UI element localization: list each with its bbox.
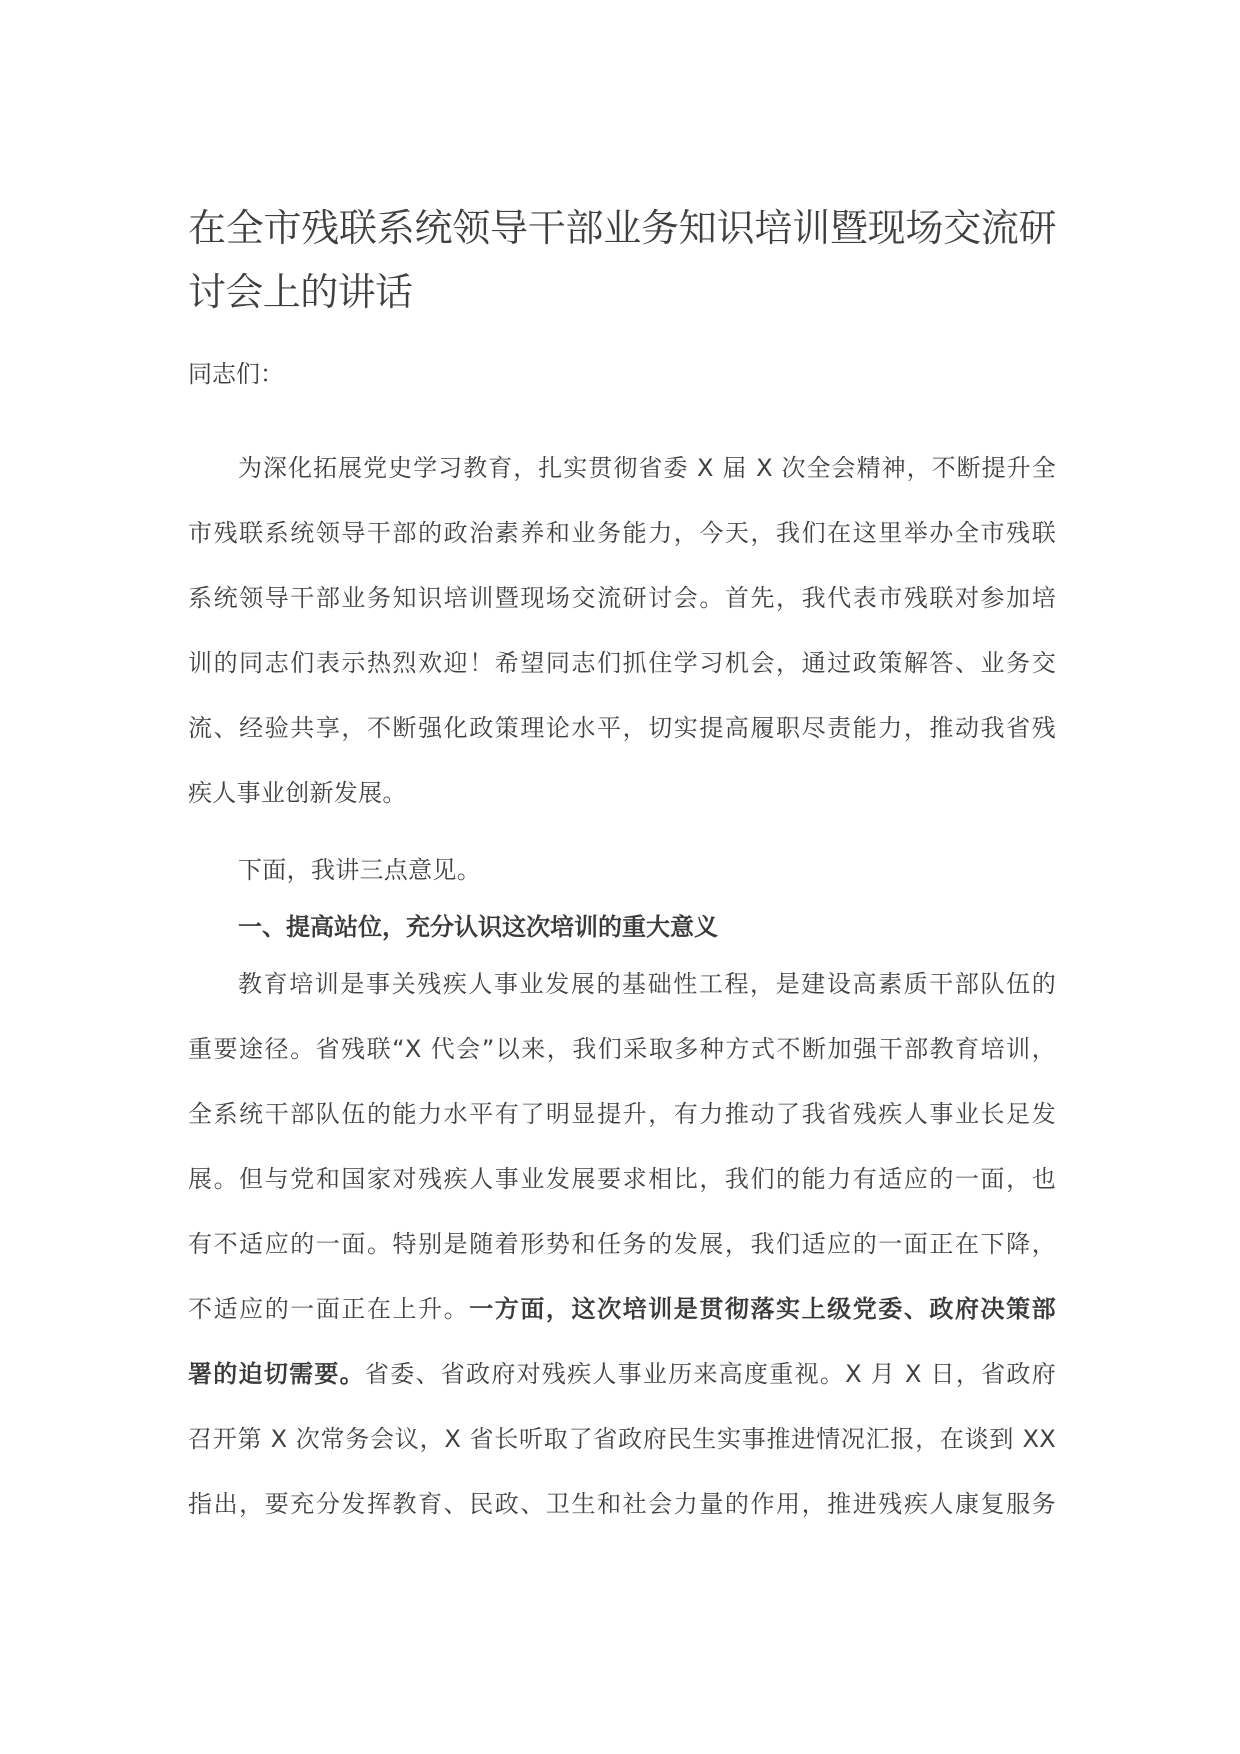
intro-line-2: 市残联系统领导干部的政治素养和业务能力，今天，我们在这里举办全市残联 [188, 519, 1056, 547]
title-line-1: 在全市残联系统领导干部业务知识培训暨现场交流研 [188, 206, 1056, 250]
intro-line-5: 流、经验共享，不断强化政策理论水平，切实提高履职尽责能力，推动我省残 [188, 714, 1056, 742]
section-1-paragraph [188, 952, 1056, 1537]
outline-paragraph [188, 838, 1056, 903]
section-heading-1: 一、提高站位，充分认识这次培训的重大意义 [238, 913, 718, 941]
document-title [188, 196, 1056, 324]
intro-paragraph [188, 436, 1056, 826]
intro-line-4: 训的同志们表示热烈欢迎！希望同志们抓住学习机会，通过政策解答、业务交 [188, 649, 1056, 677]
section-line-7-bold: 署的迫切需要。 [188, 1360, 365, 1388]
section-line-7 [188, 1342, 1056, 1407]
section-line-2: 重要途径。省残联“X 代会”以来，我们采取多种方式不断加强干部教育培训， [188, 1035, 1056, 1063]
title-line-2: 讨会上的讲话 [188, 270, 413, 314]
section-line-6-normal: 不适应的一面正在上升。 [188, 1295, 470, 1323]
section-line-1: 教育培训是事关残疾人事业发展的基础性工程，是建设高素质干部队伍的 [238, 970, 1056, 998]
section-line-8: 召开第 X 次常务会议，X 省长听取了省政府民生实事推进情况汇报，在谈到 XX [188, 1425, 1056, 1453]
section-line-6 [188, 1277, 1056, 1342]
salutation: 同志们： [188, 360, 284, 388]
section-line-4: 展。但与党和国家对残疾人事业发展要求相比，我们的能力有适应的一面，也 [188, 1165, 1056, 1193]
section-line-5: 有不适应的一面。特别是随着形势和任务的发展，我们适应的一面正在下降， [188, 1230, 1056, 1258]
section-line-3: 全系统干部队伍的能力水平有了明显提升，有力推动了我省残疾人事业长足发 [188, 1100, 1056, 1128]
section-line-7-normal: 省委、省政府对残疾人事业历来高度重视。X 月 X 日，省政府 [364, 1360, 1056, 1388]
outline-line: 下面，我讲三点意见。 [238, 856, 481, 884]
section-line-6-bold: 一方面，这次培训是贯彻落实上级党委、政府决策部 [469, 1295, 1056, 1323]
document-body [188, 436, 1056, 1537]
intro-line-1: 为深化拓展党史学习教育，扎实贯彻省委 X 届 X 次全会精神，不断提升全 [238, 454, 1056, 482]
section-line-9: 指出，要充分发挥教育、民政、卫生和社会力量的作用，推进残疾人康复服务 [188, 1490, 1056, 1518]
intro-line-3: 系统领导干部业务知识培训暨现场交流研讨会。首先，我代表市残联对参加培 [188, 584, 1056, 612]
intro-line-6: 疾人事业创新发展。 [188, 779, 407, 807]
